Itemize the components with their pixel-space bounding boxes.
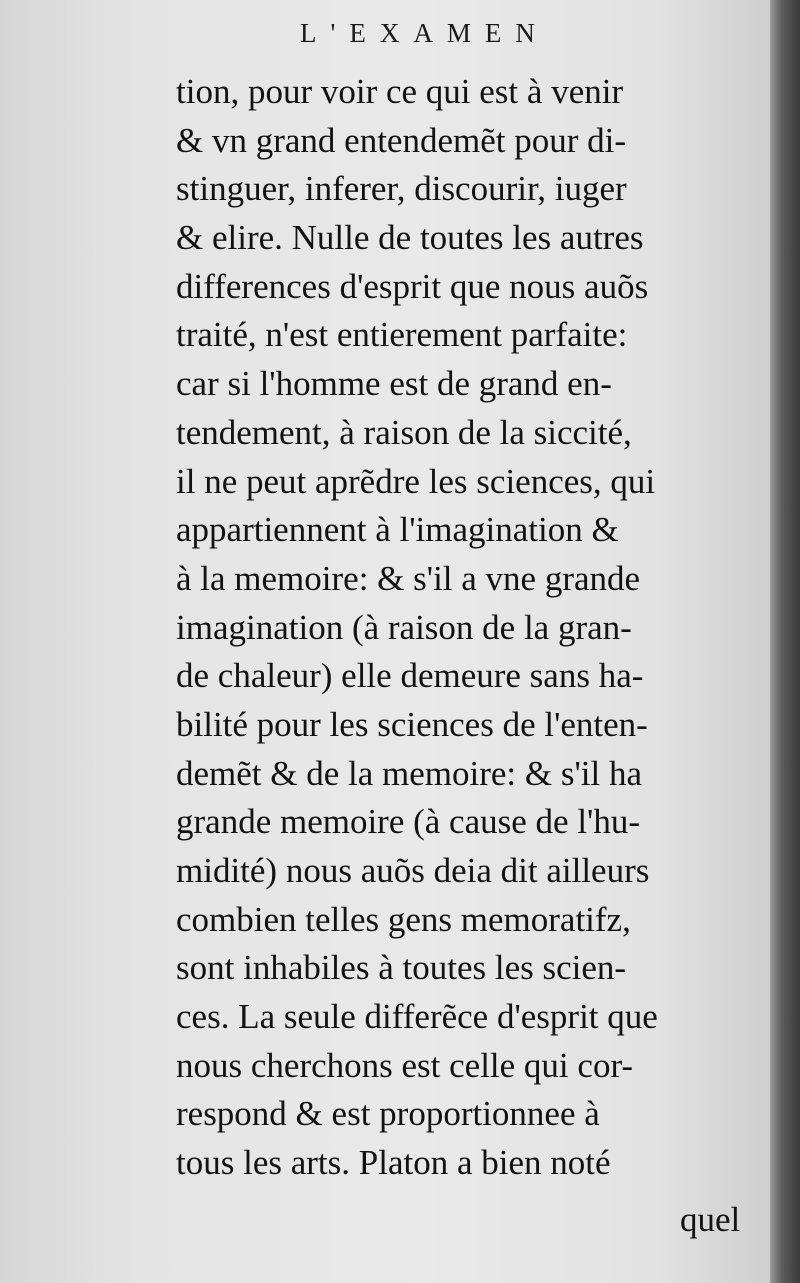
- body-text: [176, 68, 746, 1188]
- text-line: tendement, à raison de la siccité,: [176, 412, 632, 452]
- text-line: ces. La seule differẽce d'esprit que: [176, 997, 658, 1037]
- text-line: bilité pour les sciences de l'enten-: [176, 704, 648, 744]
- text-line: à la memoire: & s'il a vne grande: [176, 558, 641, 598]
- text-line: imagination (à raison de la gran-: [176, 607, 632, 647]
- text-line: il ne peut aprẽdre les sciences, qui: [176, 461, 656, 501]
- text-line: midité) nous auõs deia dit ailleurs: [176, 851, 650, 890]
- text-line: demẽt & de la memoire: & s'il ha: [176, 753, 643, 793]
- text-line: & vn grand entendemẽt pour di-: [176, 120, 627, 160]
- text-line: combien telles gens memoratifz,: [176, 899, 631, 939]
- text-line: tion, pour voir ce qui est à venir: [176, 72, 624, 111]
- bleed-through-margin-left: [15, 420, 160, 448]
- catchword: quel: [680, 1200, 741, 1239]
- text-line: grande memoire (à cause de l'hu-: [176, 802, 641, 842]
- text-line: sont inhabiles à toutes les scien-: [176, 948, 627, 988]
- running-head: L'EXAMEN: [300, 18, 549, 48]
- facing-page-edge: [770, 0, 800, 1283]
- text-line: & elire. Nulle de toutes les autres: [176, 218, 644, 258]
- text-line: de chaleur) elle demeure sans ha-: [176, 656, 644, 696]
- text-line: stinguer, inferer, discourir, iuger: [176, 169, 627, 209]
- text-line: car si l'homme est de grand en-: [176, 364, 612, 404]
- text-line: traité, n'est entierement parfaite:: [176, 315, 628, 355]
- text-line: nous cherchons est celle qui cor-: [176, 1045, 634, 1085]
- text-line: appartiennent à l'imagination &: [176, 510, 619, 550]
- text-line: tous les arts. Platon a bien noté: [176, 1143, 611, 1183]
- text-line: respond & est proportionnee à: [176, 1094, 600, 1134]
- text-line: differences d'esprit que nous auõs: [176, 266, 649, 306]
